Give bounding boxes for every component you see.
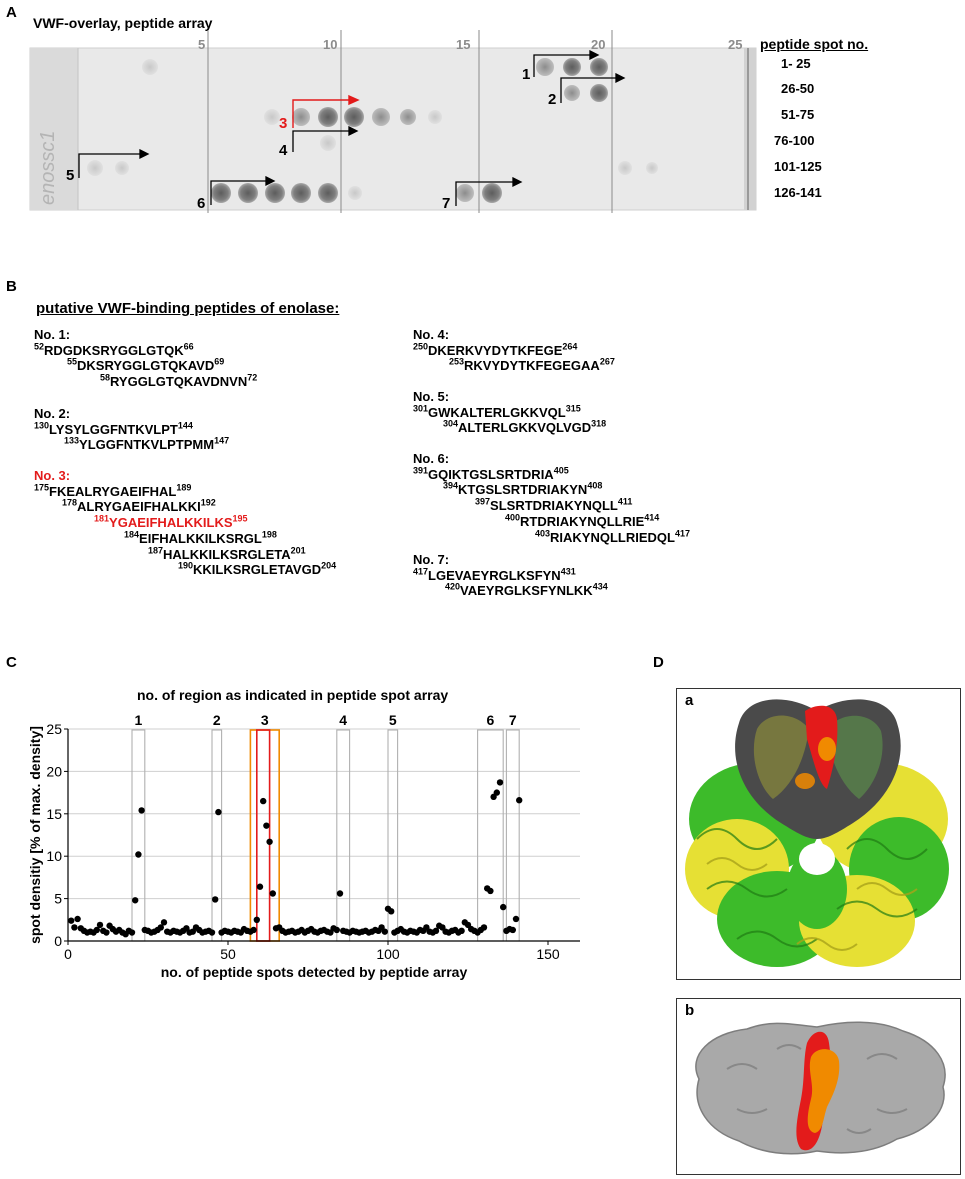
data-point [494, 789, 500, 795]
peptide-line: $^{52}$RDGDKSRYGGLGTQK$^{66}$ [34, 341, 194, 358]
spot [344, 107, 364, 127]
data-point [497, 779, 503, 785]
data-point [97, 922, 103, 928]
peptide-line: $^{420}$VAEYRGLKSFYNLKK$^{434}$ [445, 582, 608, 599]
data-point [71, 924, 77, 930]
panel-b-letter: B [6, 278, 17, 295]
spot [590, 58, 608, 76]
data-point [215, 809, 221, 815]
data-point [513, 916, 519, 922]
panel-c-letter: C [6, 654, 17, 671]
peptide-line: $^{417}$LGEVAEYRGLKSFYN$^{431}$ [413, 566, 576, 583]
x-tick-label: 150 [536, 946, 560, 962]
highlight-box [257, 730, 270, 941]
panel-b-heading: putative VWF-binding peptides of enolase: [36, 300, 340, 317]
region-label-3: 3 [279, 115, 288, 132]
y-axis-label: spot densitiy [% of max. density] [27, 726, 43, 944]
structure-panel-a [676, 688, 961, 980]
region-label-1: 1 [522, 66, 531, 83]
enolase-surface-structure [677, 999, 960, 1174]
structure-panel-a-label: a [685, 692, 694, 709]
peptide-line: $^{187}$HALKKILKSRGLETA$^{201}$ [148, 545, 306, 562]
spot [372, 108, 390, 126]
group-title: No. 5: [413, 389, 450, 404]
peptide-line: $^{133}$YLGGFNTKVLPTPMM$^{147}$ [64, 436, 230, 453]
enolase-ribbon-structure [677, 689, 960, 979]
peptide-line: $^{190}$KKILKSRGLETAVGD$^{204}$ [178, 560, 337, 578]
data-point [270, 890, 276, 896]
column-tick-5: 5 [198, 37, 206, 52]
peptide-line: $^{403}$RIAKYNQLLRIEDQL$^{417}$ [535, 528, 691, 545]
strip-label: enossc1 [37, 130, 59, 205]
region-label-4: 4 [279, 142, 288, 159]
spot [115, 161, 129, 175]
data-point [500, 904, 506, 910]
region-box-label-4: 4 [339, 712, 348, 728]
region-box-1 [132, 730, 145, 941]
group-title: No. 3: [34, 468, 71, 483]
spot [348, 186, 362, 200]
x-axis-label: no. of peptide spots detected by peptide array [160, 964, 468, 980]
data-point [209, 929, 215, 935]
x-tick-label: 50 [220, 946, 236, 962]
region-box-label-2: 2 [212, 712, 221, 728]
group-title: No. 7: [413, 552, 450, 567]
data-point [263, 822, 269, 828]
peptide-line: $^{130}$LYSYLGGFNTKVLPT$^{144}$ [34, 420, 193, 437]
peptide-line: $^{400}$RTDRIAKYNQLLRIE$^{414}$ [505, 512, 660, 529]
data-point [103, 929, 109, 935]
spot [238, 183, 258, 203]
spot [211, 183, 231, 203]
peptide-group-6 [413, 451, 690, 545]
y-tick-label: 25 [46, 721, 62, 737]
peptide-line: $^{304}$ALTERLGKKVQLVGD$^{318}$ [443, 419, 607, 436]
y-tick-label: 15 [46, 805, 62, 822]
spot [536, 58, 554, 76]
region-box-label-7: 7 [508, 712, 517, 728]
spot-density-chart [0, 700, 600, 990]
peptide-line: $^{58}$RYGGLGTQKAVDNVN$^{72}$ [100, 372, 258, 390]
data-point [510, 927, 516, 933]
data-point [132, 897, 138, 903]
spot-range-6: 126-141 [774, 185, 822, 200]
spot [564, 85, 580, 101]
region-box-label-6: 6 [486, 712, 495, 728]
data-point [257, 884, 263, 890]
group-title: No. 6: [413, 451, 450, 466]
region-box-label-1: 1 [134, 712, 143, 728]
spot [264, 109, 280, 125]
data-point [481, 924, 487, 930]
data-point [458, 928, 464, 934]
peptide-line: $^{253}$RKVYDYTKFEGEGAA$^{267}$ [449, 357, 615, 374]
data-point [516, 797, 522, 803]
data-point [337, 890, 343, 896]
column-tick-25: 25 [728, 37, 743, 52]
data-point [254, 917, 260, 923]
data-point [138, 807, 144, 813]
region-label-5: 5 [66, 167, 75, 184]
peptide-line-highlight: $^{181}$YGAEIFHALKKILKS$^{195}$ [94, 513, 248, 531]
column-tick-20: 20 [591, 37, 606, 52]
peptide-group-1 [34, 327, 257, 390]
region-label-2: 2 [548, 91, 557, 108]
y-tick-label: 5 [54, 890, 62, 907]
spot [563, 58, 581, 76]
group-title: No. 1: [34, 327, 71, 342]
panel-a-title: VWF-overlay, peptide array [33, 15, 213, 31]
spot-range-3: 51-75 [781, 107, 815, 122]
region-box-2 [212, 730, 222, 941]
spot [320, 135, 336, 151]
peptide-line: $^{178}$ALRYGAEIFHALKKI$^{192}$ [62, 498, 216, 515]
y-tick-label: 20 [46, 763, 62, 780]
structure-panel-b-label: b [685, 1002, 695, 1019]
spot [456, 184, 474, 202]
structure-panel-b [676, 998, 961, 1175]
region-label-6: 6 [197, 195, 206, 212]
data-point [334, 927, 340, 933]
spot [142, 59, 158, 75]
spot [482, 183, 502, 203]
panel-a-letter: A [6, 4, 17, 21]
spot [318, 107, 338, 127]
spot [428, 110, 442, 124]
spot-range-1: 1- 25 [781, 56, 811, 71]
spot [646, 162, 658, 174]
y-tick-label: 10 [46, 848, 62, 865]
peptide-line: $^{301}$GWKALTERLGKKVQL$^{315}$ [413, 403, 581, 420]
blot-membrane [30, 48, 756, 210]
peptide-line: $^{250}$DKERKVYDYTKFEGE$^{264}$ [413, 341, 578, 358]
region-box-6 [478, 730, 504, 941]
data-point [161, 919, 167, 925]
data-point [266, 839, 272, 845]
spot [400, 109, 416, 125]
data-point [250, 927, 256, 933]
data-point [68, 917, 74, 923]
spot [292, 108, 310, 126]
data-point [260, 798, 266, 804]
spot-range-4: 76-100 [774, 133, 815, 148]
spot [291, 183, 311, 203]
spot [318, 183, 338, 203]
region-box-7 [506, 730, 519, 941]
peptide-line: $^{397}$SLSRTDRIAKYNQLL$^{411}$ [475, 496, 633, 514]
region-box-4 [337, 730, 350, 941]
region-label-7: 7 [442, 195, 451, 212]
group-title: No. 2: [34, 406, 71, 421]
peptide-group-7 [413, 552, 608, 599]
peptide-line: $^{175}$FKEALRYGAEIFHAL$^{189}$ [34, 482, 192, 499]
column-tick-15: 15 [456, 37, 471, 52]
peptide-group-5 [413, 389, 606, 436]
spot-range-2: 26-50 [781, 81, 815, 96]
data-point [382, 928, 388, 934]
peptide-line: $^{55}$DKSRYGGLGTQKAVD$^{69}$ [67, 357, 225, 374]
peptide-line: $^{184}$EIFHALKKILKSRGL$^{198}$ [124, 529, 277, 546]
spot-range-5: 101-125 [774, 159, 822, 174]
data-point [212, 896, 218, 902]
data-point [388, 908, 394, 914]
spot [618, 161, 632, 175]
peptide-line: $^{394}$KTGSLSRTDRIAKYN$^{408}$ [443, 481, 603, 498]
data-point [487, 888, 493, 894]
column-tick-10: 10 [323, 37, 338, 52]
peptide-group-4 [413, 327, 615, 374]
data-point [135, 851, 141, 857]
x-tick-label: 100 [376, 946, 400, 962]
peptide-group-2 [34, 406, 229, 453]
panel-c-top-title: no. of region as indicated in peptide spot array [137, 687, 449, 703]
spot-number-header: peptide spot no. [760, 36, 869, 52]
region-box-label-3: 3 [260, 712, 269, 728]
region-box-label-5: 5 [388, 712, 397, 728]
y-tick-label: 0 [54, 933, 62, 949]
data-point [129, 929, 135, 935]
peptide-line: $^{391}$GQIKTGSLSRTDRIA$^{405}$ [413, 465, 569, 482]
group-title: No. 4: [413, 327, 450, 342]
data-point [74, 916, 80, 922]
peptide-group-3 [34, 468, 336, 578]
panel-d-letter: D [653, 654, 664, 671]
region-box-3 [250, 730, 279, 941]
spot [87, 160, 103, 176]
spot [265, 183, 285, 203]
spot [590, 84, 608, 102]
x-tick-label: 0 [64, 946, 72, 962]
